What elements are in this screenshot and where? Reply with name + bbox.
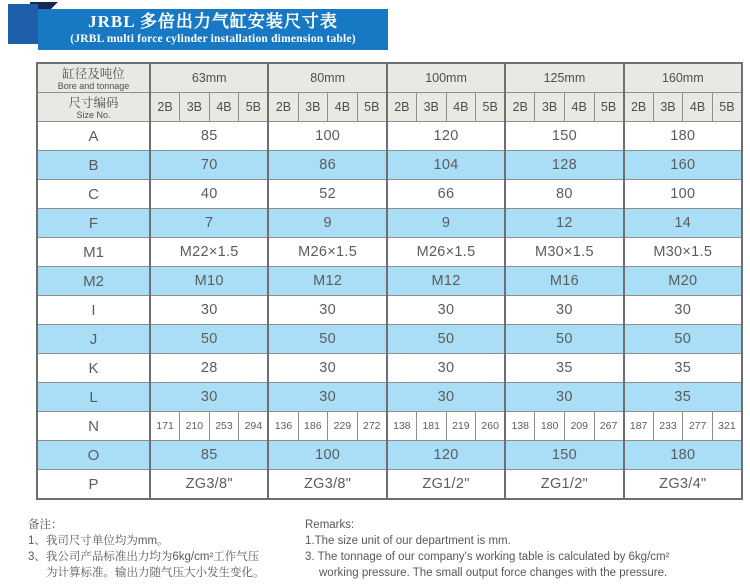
size-code-cell: 4B xyxy=(209,93,239,122)
dim-P-value: ZG1/2" xyxy=(387,470,505,500)
bore-header-160mm: 160mm xyxy=(624,63,742,93)
row-label-A: A xyxy=(37,122,150,151)
dim-N-value: 294 xyxy=(239,412,269,441)
corner-label-cn: 缸径及吨位 xyxy=(62,66,125,81)
size-code-cell: 5B xyxy=(476,93,506,122)
dim-C-value: 100 xyxy=(624,180,742,209)
bore-header-63mm: 63mm xyxy=(150,63,268,93)
bore-header-80mm: 80mm xyxy=(268,63,386,93)
banner-blue-square xyxy=(8,4,38,44)
row-label-P: P xyxy=(37,470,150,500)
corner-bore-and-tonnage xyxy=(37,63,150,93)
dim-A-value: 120 xyxy=(387,122,505,151)
corner-size-no xyxy=(37,93,150,122)
corner-label-en: Bore and tonnage xyxy=(57,80,130,91)
dim-N-value: 138 xyxy=(505,412,535,441)
title-banner xyxy=(38,9,388,50)
dim-N-value: 253 xyxy=(209,412,239,441)
dim-N-value: 180 xyxy=(535,412,565,441)
row-label-N: N xyxy=(37,412,150,441)
remarks-en-heading: Remarks: xyxy=(305,519,355,531)
dim-M2-value: M20 xyxy=(624,267,742,296)
row-label-C: C xyxy=(37,180,150,209)
dim-N-value: 171 xyxy=(150,412,180,441)
dim-J-value: 50 xyxy=(150,325,268,354)
row-label-K: K xyxy=(37,354,150,383)
dim-I-value: 30 xyxy=(150,296,268,325)
corner-label2-en: Size No. xyxy=(76,109,111,120)
dim-O-value: 180 xyxy=(624,441,742,470)
dim-L-value: 30 xyxy=(150,383,268,412)
size-code-cell: 2B xyxy=(150,93,180,122)
table-row-P xyxy=(37,470,742,500)
table-row-A xyxy=(37,122,742,151)
dim-P-value: ZG3/8" xyxy=(268,470,386,500)
dim-O-value: 150 xyxy=(505,441,623,470)
remarks-cn-item-3: 3、我公司产品标准出力均为6kg/cm²工作气压 xyxy=(28,551,260,563)
size-code-cell: 3B xyxy=(416,93,446,122)
dim-N-value: 260 xyxy=(476,412,506,441)
size-code-row xyxy=(37,93,742,122)
table-row-M2 xyxy=(37,267,742,296)
dim-I-value: 30 xyxy=(624,296,742,325)
dim-M1-value: M30×1.5 xyxy=(624,238,742,267)
dim-N-value: 210 xyxy=(180,412,210,441)
dim-M1-value: M30×1.5 xyxy=(505,238,623,267)
dim-N-value: 186 xyxy=(298,412,328,441)
dim-L-value: 30 xyxy=(387,383,505,412)
row-label-O: O xyxy=(37,441,150,470)
dim-P-value: ZG3/4" xyxy=(624,470,742,500)
dim-I-value: 30 xyxy=(268,296,386,325)
remarks-english xyxy=(305,517,750,581)
table-row-B xyxy=(37,151,742,180)
bore-header-row xyxy=(37,63,742,93)
remarks-en-item-3: 3. The tonnage of our company's working table is calculated by 6kg/cm² xyxy=(305,551,670,563)
dim-J-value: 50 xyxy=(624,325,742,354)
remarks-cn-item-1: 1、我司尺寸单位均为mm。 xyxy=(28,535,169,547)
page-title-chinese: JRBL 多倍出力气缸安装尺寸表 xyxy=(88,12,338,31)
row-label-J: J xyxy=(37,325,150,354)
table-row-O xyxy=(37,441,742,470)
page-title-english: (JRBL multi force cylinder installation dimension table) xyxy=(70,33,356,45)
dim-J-value: 50 xyxy=(505,325,623,354)
dim-F-value: 9 xyxy=(268,209,386,238)
dim-K-value: 28 xyxy=(150,354,268,383)
dim-N-value: 272 xyxy=(357,412,387,441)
remarks-en-item-1: 1.The size unit of our department is mm. xyxy=(305,535,511,547)
remarks-chinese xyxy=(28,517,300,581)
size-code-cell: 5B xyxy=(594,93,624,122)
size-code-cell: 4B xyxy=(328,93,358,122)
dim-M2-value: M12 xyxy=(268,267,386,296)
size-code-cell: 2B xyxy=(268,93,298,122)
dim-N-value: 321 xyxy=(712,412,742,441)
dim-M1-value: M22×1.5 xyxy=(150,238,268,267)
size-code-cell: 3B xyxy=(180,93,210,122)
dim-O-value: 85 xyxy=(150,441,268,470)
dim-B-value: 128 xyxy=(505,151,623,180)
table-row-K xyxy=(37,354,742,383)
table-row-M1 xyxy=(37,238,742,267)
dim-N-value: 138 xyxy=(387,412,417,441)
dim-P-value: ZG1/2" xyxy=(505,470,623,500)
dim-I-value: 30 xyxy=(387,296,505,325)
size-code-cell: 3B xyxy=(298,93,328,122)
dim-F-value: 9 xyxy=(387,209,505,238)
remarks-cn-item-3-cont: 为计算标准。输出力随气压大小发生变化。 xyxy=(46,567,265,579)
dim-L-value: 30 xyxy=(268,383,386,412)
row-label-F: F xyxy=(37,209,150,238)
dimension-table-body xyxy=(37,122,742,500)
dim-K-value: 30 xyxy=(268,354,386,383)
row-label-L: L xyxy=(37,383,150,412)
dim-F-value: 14 xyxy=(624,209,742,238)
dim-A-value: 180 xyxy=(624,122,742,151)
size-code-cell: 5B xyxy=(712,93,742,122)
size-code-cell: 4B xyxy=(683,93,713,122)
dim-N-value: 233 xyxy=(653,412,683,441)
row-label-M1: M1 xyxy=(37,238,150,267)
dim-N-value: 187 xyxy=(624,412,654,441)
bore-header-100mm: 100mm xyxy=(387,63,505,93)
dim-C-value: 40 xyxy=(150,180,268,209)
dim-K-value: 35 xyxy=(624,354,742,383)
table-row-F xyxy=(37,209,742,238)
dim-C-value: 52 xyxy=(268,180,386,209)
dim-B-value: 86 xyxy=(268,151,386,180)
dim-F-value: 7 xyxy=(150,209,268,238)
dim-N-value: 277 xyxy=(683,412,713,441)
size-code-cell: 5B xyxy=(357,93,387,122)
dim-M2-value: M10 xyxy=(150,267,268,296)
dim-M2-value: M16 xyxy=(505,267,623,296)
table-row-J xyxy=(37,325,742,354)
size-code-cell: 5B xyxy=(239,93,269,122)
size-code-cell: 2B xyxy=(624,93,654,122)
dim-N-value: 181 xyxy=(416,412,446,441)
dim-K-value: 35 xyxy=(505,354,623,383)
dim-A-value: 150 xyxy=(505,122,623,151)
dim-N-value: 229 xyxy=(328,412,358,441)
dim-J-value: 50 xyxy=(268,325,386,354)
dim-B-value: 160 xyxy=(624,151,742,180)
dim-B-value: 70 xyxy=(150,151,268,180)
bore-header-125mm: 125mm xyxy=(505,63,623,93)
dim-M1-value: M26×1.5 xyxy=(387,238,505,267)
dim-P-value: ZG3/8" xyxy=(150,470,268,500)
dim-F-value: 12 xyxy=(505,209,623,238)
dim-N-value: 219 xyxy=(446,412,476,441)
size-code-cell: 4B xyxy=(564,93,594,122)
dim-N-value: 136 xyxy=(268,412,298,441)
dim-O-value: 100 xyxy=(268,441,386,470)
size-code-cell: 4B xyxy=(446,93,476,122)
size-code-cell: 2B xyxy=(387,93,417,122)
dim-N-value: 267 xyxy=(594,412,624,441)
dimension-table xyxy=(36,62,743,500)
dim-N-value: 209 xyxy=(564,412,594,441)
dim-M2-value: M12 xyxy=(387,267,505,296)
corner-label2-cn: 尺寸编码 xyxy=(68,95,119,110)
dim-O-value: 120 xyxy=(387,441,505,470)
table-row-C xyxy=(37,180,742,209)
dim-J-value: 50 xyxy=(387,325,505,354)
dim-M1-value: M26×1.5 xyxy=(268,238,386,267)
dim-L-value: 30 xyxy=(505,383,623,412)
table-row-I xyxy=(37,296,742,325)
dim-K-value: 30 xyxy=(387,354,505,383)
size-code-cell: 3B xyxy=(535,93,565,122)
dim-A-value: 85 xyxy=(150,122,268,151)
dim-A-value: 100 xyxy=(268,122,386,151)
size-code-cell: 3B xyxy=(653,93,683,122)
table-row-N xyxy=(37,412,742,441)
dim-C-value: 66 xyxy=(387,180,505,209)
dim-B-value: 104 xyxy=(387,151,505,180)
remarks-en-item-3-cont: working pressure. The small output force changes with the pressure. xyxy=(319,567,668,579)
dim-I-value: 30 xyxy=(505,296,623,325)
size-code-cell: 2B xyxy=(505,93,535,122)
row-label-I: I xyxy=(37,296,150,325)
row-label-M2: M2 xyxy=(37,267,150,296)
remarks-cn-heading: 备注： xyxy=(28,519,63,531)
row-label-B: B xyxy=(37,151,150,180)
dim-C-value: 80 xyxy=(505,180,623,209)
dim-L-value: 35 xyxy=(624,383,742,412)
table-row-L xyxy=(37,383,742,412)
